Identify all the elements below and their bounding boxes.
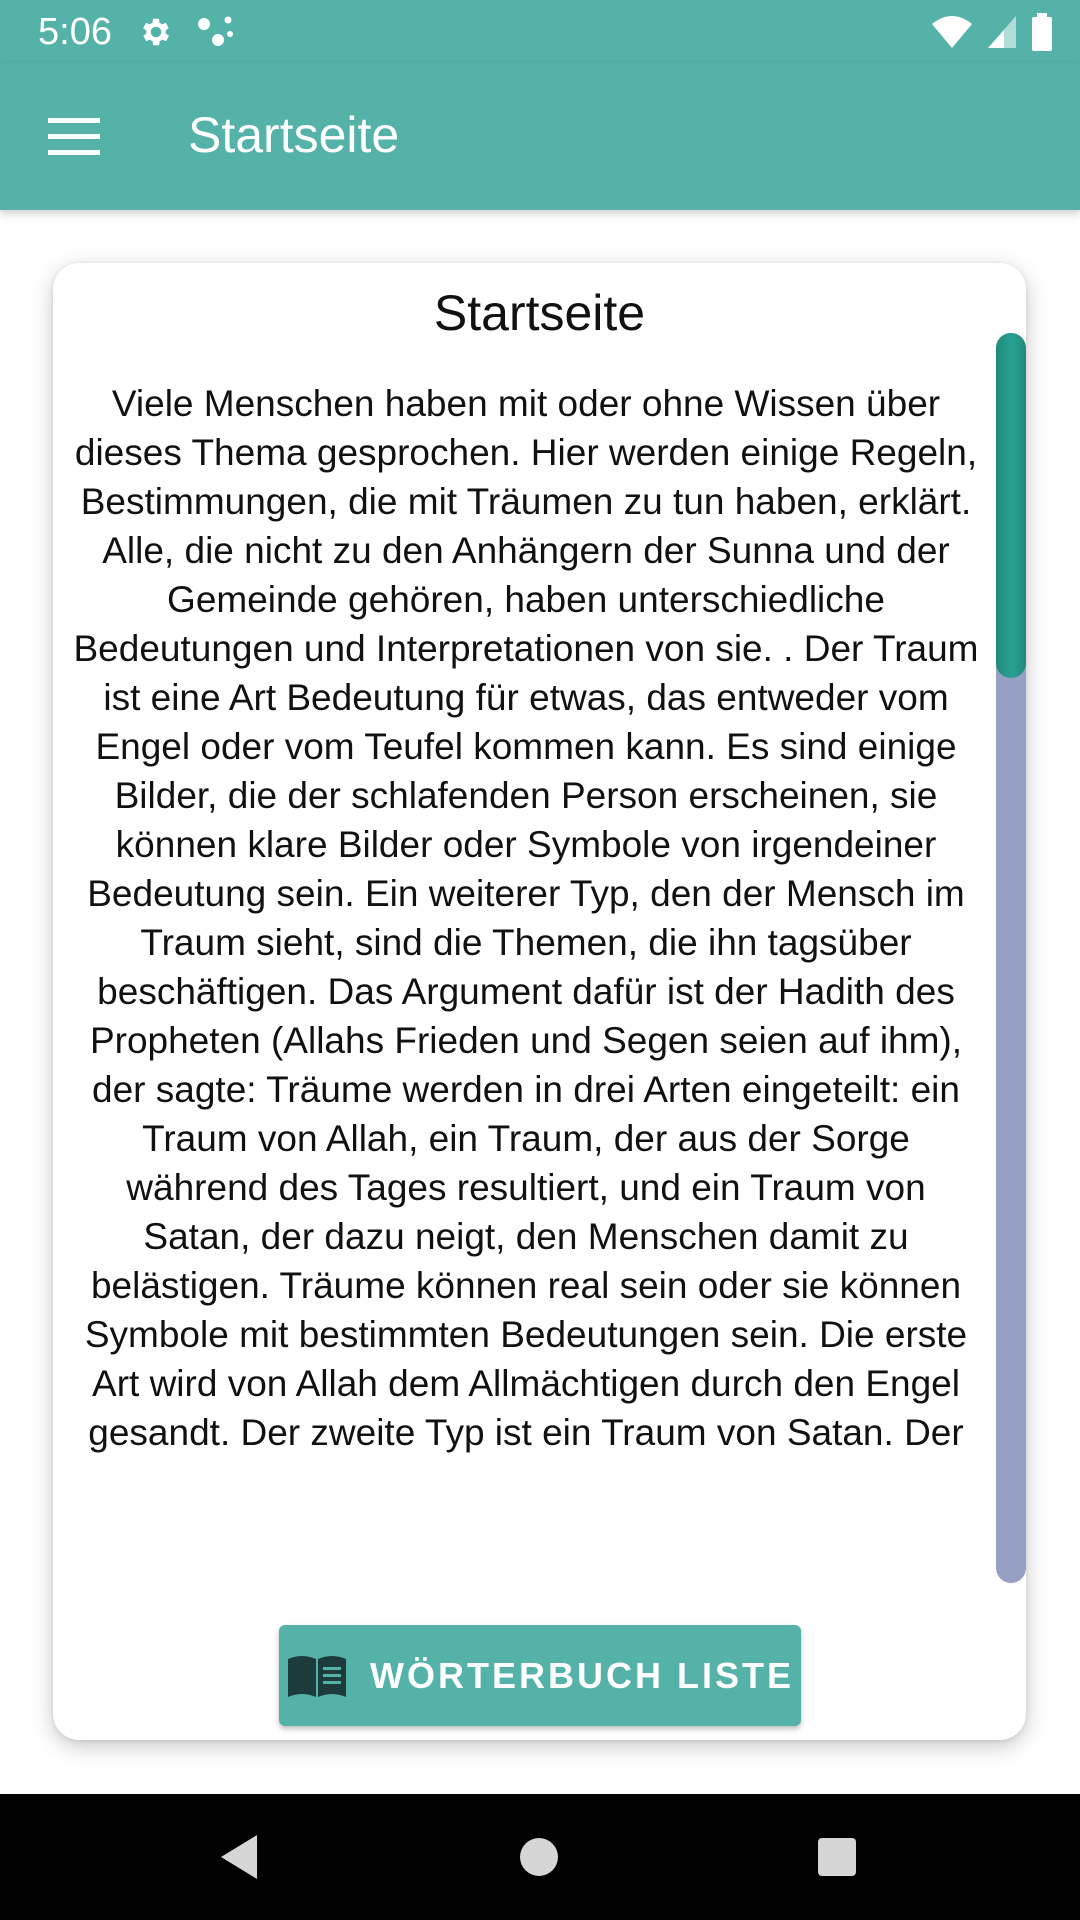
book-icon [286, 1653, 348, 1699]
recents-icon [817, 1837, 857, 1877]
signal-icon [986, 14, 1018, 50]
status-bar [0, 0, 1080, 63]
scrollbar-track[interactable] [996, 333, 1026, 1583]
text-scroll-area[interactable] [71, 379, 981, 1582]
home-icon [519, 1837, 559, 1877]
scrollbar-thumb[interactable] [996, 333, 1026, 678]
navigation-bar [0, 1794, 1080, 1920]
content-card [53, 263, 1026, 1740]
status-icons-right [930, 12, 1054, 52]
card-title: Startseite [433, 285, 646, 341]
menu-button[interactable] [36, 105, 112, 169]
app-bar-title: Startseite [188, 107, 400, 163]
back-icon [217, 1833, 261, 1881]
dictionary-list-button-label: WÖRTERBUCH LISTE [370, 1654, 794, 1696]
body-text: Viele Menschen haben mit oder ohne Wissen über dieses Thema gesprochen. Hier werden einige Regeln, Bestimmungen, die mit Träumen zu tun haben, erklärt. Alle, die nicht zu den Anhängern der Sunna und der Gemeinde gehören, haben unterschiedliche Bedeutungen und Interpretationen von sie. . Der Traum ist eine Art Bedeutung für etwas, das entweder vom Engel oder vom Teufel kommen kann. Es sind einige Bilder, die der schlafenden Person erscheinen, sie können klare Bilder oder Symbole von irgendeiner Bedeutung sein. Ein weiterer Typ, den der Mensch im Traum sieht, sind die Themen, die ihn tagsüber beschäftigen. Das Argument dafür ist der Hadith des Propheten (Allahs Frieden und Segen seien auf ihm), der sagte: Träume werden in drei Arten eingeteilt: ein Traum von Allah, ein Traum, der aus der Sorge während des Tages resultiert, und ein Traum von Satan, der dazu neigt, den Menschen damit zu belästigen. Träume können real sein oder sie können Symbole mit bestimmten Bedeutungen sein. Die erste Art wird von Allah dem Allmächtigen durch den Engel gesandt. Der zweite Typ ist ein Traum von Satan. Der [73, 383, 979, 1453]
wifi-icon [930, 14, 974, 50]
app-bar [0, 63, 1080, 210]
nav-recents-button[interactable] [804, 1824, 870, 1890]
gear-icon [138, 14, 174, 50]
nav-back-button[interactable] [206, 1824, 272, 1890]
nav-home-button[interactable] [506, 1824, 572, 1890]
menu-icon [48, 118, 100, 156]
status-time: 5:06 [38, 11, 112, 53]
dots-icon [196, 14, 236, 50]
dictionary-list-button[interactable] [279, 1625, 801, 1726]
battery-icon [1030, 13, 1054, 51]
